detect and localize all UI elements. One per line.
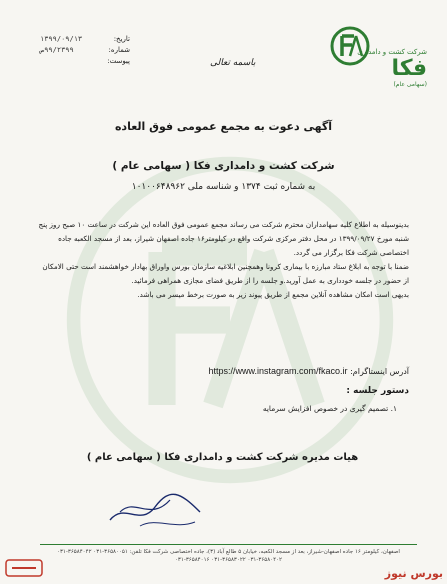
body-paragraph: بدینوسیله به اطلاع کلیه سهامداران محترم شرکت می رساند مجمع عمومی فوق العاده این شرکت در ساعت ۱۰ صبح روز پنج شنبه مورخ ۱۳۹۹/۰۹/۲۷ در محل دفتر مرکزی شرکت واقع در کیلومتر۱۶ جاده اصفهان شیراز، بعد از مسجد الکعبه جاده اختصاصی شرکت فکا برگزار می گردد.	[38, 220, 409, 257]
meta-row-date	[40, 34, 130, 45]
bismillah: باسمه تعالی	[210, 58, 256, 68]
signature-icon	[100, 482, 210, 532]
company-name: شرکت کشت و دامداری فکا ( سهامی عام )	[112, 160, 335, 172]
agenda-heading: دستور جلسه :	[346, 386, 409, 396]
notice-body	[36, 218, 409, 302]
body-paragraph: بدیهی است امکان مشاهده آنلاین مجمع از طریق پیوند زیر به صورت برخط میسر می باشد.	[137, 290, 409, 299]
registration-line: به شماره ثبت ۱۳۷۴ و شناسه ملی ۱۰۱۰۰۶۴۸۹۶۲	[131, 182, 316, 192]
instagram-line	[36, 364, 409, 379]
body-paragraph: ضمنا با توجه به ابلاغ ستاد مبارزه با بیماری کرونا وهمچنین ابلاغیه سازمان بورس واوراق بهادار خواهشمند است حتی الامکان از حضور در جلسه خودداری به عمل آورید.و جلسه را از طریق فضای مجازی همراهی فرمائید.	[42, 262, 409, 285]
meta-label: تاریخ:	[113, 35, 130, 43]
meta-row-attachment	[40, 56, 130, 67]
meta-row-number	[40, 45, 130, 56]
source-watermark: بورس نیوز	[384, 567, 443, 580]
meta-label: پیوست:	[107, 57, 130, 65]
letter-meta	[40, 34, 130, 67]
board-signature-title: هیات مدیره شرکت کشت و دامداری فکا ( سهامی عام )	[86, 452, 359, 463]
company-logo	[337, 28, 427, 89]
logo-tagline: (سهامی عام)	[393, 81, 427, 88]
logo-subtitle: شرکت کشت و دامداری	[357, 48, 427, 56]
footer-address: اصفهان، کیلومتر ۱۶ جاده اصفهان-شیراز، بعد از مسجد الکعبه، خیابان ۵ طالع آباد (۳)، جاده اختصاصی شرکت فکا تلفن: ۳۶۵۸۰۰۵۱-۰۳۱ ۳۶۵۸۴۰۴۲-۰۳۱ ۳۶۵۸۰۴۰۲-۰۳۱ ۳۶۵۸۳۰۲۲-۰۳۱ ۳۶۵۸۴۰۱۶-۰۳۱	[57, 549, 400, 563]
watermark-logo-icon	[60, 150, 400, 490]
instagram-label: آدرس اینستاگرام:	[350, 367, 409, 376]
instagram-link[interactable]: https://www.instagram.com/fkaco.ir	[208, 366, 348, 376]
logo-name: فکا	[391, 56, 427, 81]
meta-label: شماره:	[108, 46, 130, 54]
meta-value: ۱۳۹۹/۰۹/۱۳	[40, 35, 83, 43]
page-title: آگهی دعوت به مجمع عمومی فوق العاده	[114, 120, 333, 133]
stamp-icon	[4, 556, 44, 580]
meta-value: ۹۹/۲۳۹۹ص	[40, 46, 74, 54]
footer-divider	[40, 544, 417, 545]
agenda-item: ۱. تصمیم گیری در خصوص افزایش سرمایه	[262, 404, 397, 413]
